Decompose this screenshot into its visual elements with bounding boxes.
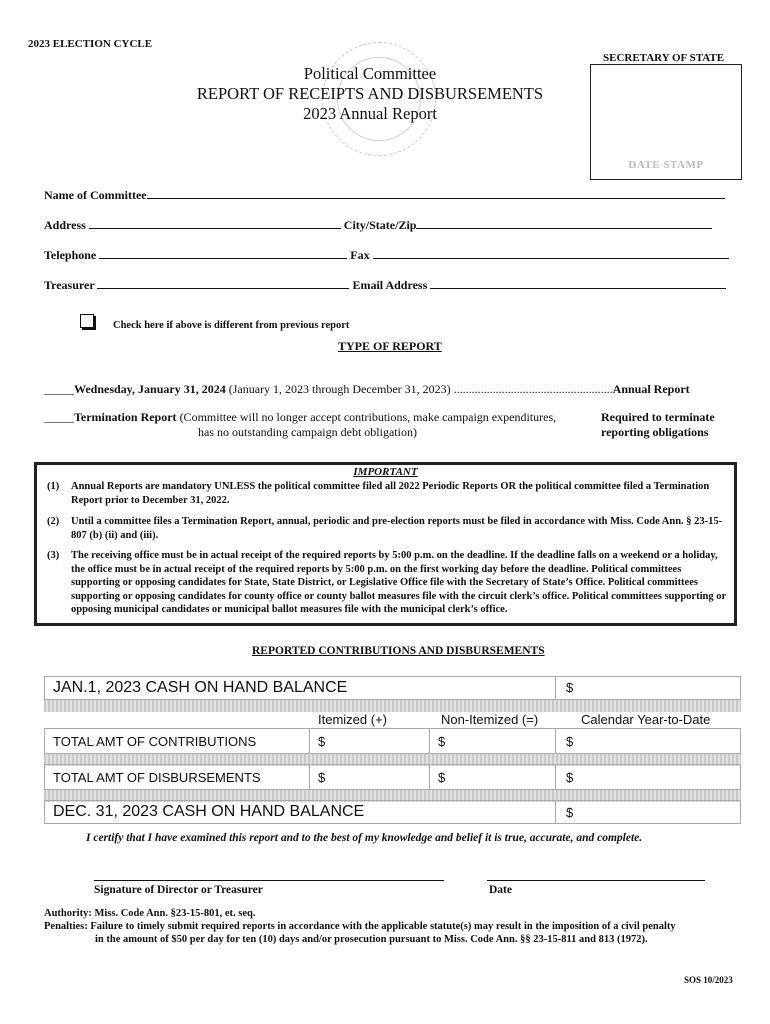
contributions-row (44, 728, 741, 754)
address-row (44, 217, 712, 233)
signature-line[interactable] (94, 880, 444, 881)
important-title: IMPORTANT (353, 466, 418, 478)
dollar-sign: $ (438, 770, 446, 785)
telephone-row (44, 247, 729, 263)
certification-statement: I certify that I have examined this report and to the best of my knowledge and belief it is true, accurate, and complete. (86, 832, 643, 844)
termination-desc-1: (Committee will no longer accept contributions, make campaign expenditures, (176, 410, 557, 424)
form-id: SOS 10/2023 (684, 975, 733, 985)
date-stamp-label: DATE STAMP (628, 159, 704, 171)
election-cycle: 2023 ELECTION CYCLE (28, 38, 153, 50)
dollar-sign: $ (318, 770, 326, 785)
termination-desc-2: has no outstanding campaign debt obligation) (198, 425, 417, 439)
telephone-label: Telephone (44, 248, 97, 262)
date-line[interactable] (487, 880, 705, 881)
authority-text: Authority: Miss. Code Ann. §23-15-801, et. seq. (44, 908, 256, 919)
termination-label: Termination Report (74, 410, 177, 424)
treasurer-field[interactable] (97, 277, 349, 289)
committee-name-field[interactable] (147, 187, 725, 199)
annual-dots: ..................................................... (450, 382, 613, 396)
contributions-itemized-cell[interactable] (309, 729, 326, 753)
termination-requirement (601, 410, 715, 440)
telephone-field[interactable] (99, 247, 347, 259)
important-notice-box (34, 462, 737, 626)
dollar-sign: $ (566, 805, 574, 820)
treasurer-row (44, 277, 726, 293)
dollar-sign: $ (566, 734, 574, 749)
date-stamp-box (590, 64, 742, 180)
annual-report-option[interactable] (44, 382, 690, 397)
dollar-sign: $ (566, 770, 574, 785)
type-of-report-heading: TYPE OF REPORT (338, 339, 442, 353)
disbursements-label: TOTAL AMT OF DISBURSEMENTS (53, 770, 261, 785)
checkbox-label: Check here if above is different from previous report (113, 320, 350, 331)
penalties-text-2: in the amount of $50 per day for ten (10) days and/or prosecution pursuant to Miss. Code Ann. §§ 23-15-811 and 813 (1972). (95, 934, 648, 945)
col-nonitemized: Non-Itemized (=) (441, 712, 539, 727)
closing-balance-row (44, 800, 741, 824)
committee-name-label: Name of Committee (44, 188, 147, 202)
contributions-label: TOTAL AMT OF CONTRIBUTIONS (53, 734, 257, 749)
important-num: (3) (47, 550, 60, 561)
important-text: The receiving office must be in actual receipt of the required reports by 5:00 p.m. on the deadline. If the deadline falls on a weekend or a holiday, the office must be in actual receipt of the required reports by 5:00 p.m. on the first working day before the deadline. Political committees supporting or opposing candidates for State, State District, or Legislative Office file with the Secretary of State’s Office. Political committees supporting or opposing candidates for county office or county ballot measures file with the circuit clerk’s office. Political committees supporting or opposing municipal candidates or municipal ballot measures file with the municipal clerk’s office. (71, 550, 726, 615)
city-field[interactable] (416, 217, 712, 229)
dollar-sign: $ (438, 734, 446, 749)
important-text: Until a committee files a Termination Report, annual, periodic and pre-election reports must be filed in accordance with Miss. Code Ann. § 23-15-807 (b) (ii) and (iii). (71, 516, 723, 541)
disbursements-itemized-cell[interactable] (309, 765, 326, 789)
requirement-line-1: Required to terminate (601, 410, 715, 424)
annual-period: (January 1, 2023 through December 31, 2023) (225, 382, 451, 396)
signature-label: Signature of Director or Treasurer (94, 884, 263, 896)
fax-field[interactable] (373, 247, 729, 259)
termination-report-option[interactable] (44, 410, 556, 425)
different-checkbox[interactable] (80, 314, 94, 328)
secretary-of-state-label: SECRETARY OF STATE (603, 52, 725, 64)
requirement-line-2: reporting obligations (601, 425, 709, 439)
closing-balance-cell[interactable] (555, 801, 574, 823)
important-text: Annual Reports are mandatory UNLESS the political committee filed all 2022 Periodic Reports OR the political committee filed a Termination Report prior to December 31, 2022. (71, 481, 710, 506)
penalties-text-1: Penalties: Failure to timely submit required reports in accordance with the applicable statute(s) may result in the imposition of a civil penalty (44, 921, 676, 932)
address-label: Address (44, 218, 86, 232)
opening-balance-cell[interactable] (555, 677, 574, 699)
disbursements-row (44, 764, 741, 790)
dollar-sign: $ (566, 680, 574, 695)
fax-label: Fax (350, 248, 370, 262)
contributions-heading: REPORTED CONTRIBUTIONS AND DISBURSEMENTS (252, 645, 545, 657)
important-num: (2) (47, 516, 60, 527)
contributions-ytd-cell[interactable] (555, 729, 574, 753)
disbursements-ytd-cell[interactable] (555, 765, 574, 789)
col-ytd: Calendar Year-to-Date (581, 712, 711, 727)
treasurer-label: Treasurer (44, 278, 95, 292)
opening-balance-label: JAN.1, 2023 CASH ON HAND BALANCE (53, 679, 348, 696)
date-label: Date (489, 884, 512, 896)
form-title (150, 64, 590, 124)
title-line-3: 2023 Annual Report (303, 104, 437, 123)
annual-blank: _____ (44, 382, 74, 396)
disbursements-nonitemized-cell[interactable] (429, 765, 446, 789)
termination-blank: _____ (44, 410, 74, 424)
annual-date: Wednesday, January 31, 2024 (74, 382, 226, 396)
address-field[interactable] (89, 217, 341, 229)
email-label: Email Address (352, 278, 428, 292)
contributions-nonitemized-cell[interactable] (429, 729, 446, 753)
city-label: City/State/Zip (343, 218, 417, 232)
closing-balance-label: DEC. 31, 2023 CASH ON HAND BALANCE (53, 803, 365, 820)
dollar-sign: $ (318, 734, 326, 749)
shaded-divider (44, 700, 741, 712)
col-itemized: Itemized (+) (318, 712, 387, 727)
important-num: (1) (47, 481, 60, 492)
email-field[interactable] (430, 277, 726, 289)
committee-name-row (44, 187, 725, 203)
title-line-1: Political Committee (303, 64, 437, 83)
opening-balance-row (44, 676, 741, 700)
title-line-2: REPORT OF RECEIPTS AND DISBURSEMENTS (196, 84, 544, 103)
annual-label: Annual Report (612, 382, 690, 396)
